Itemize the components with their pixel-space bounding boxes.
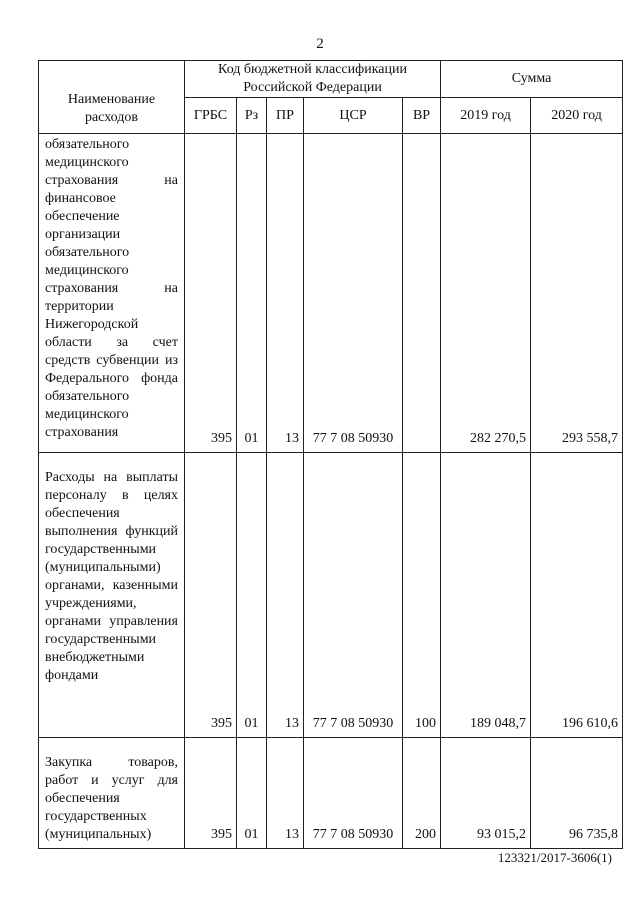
row-2019: 189 048,7 (441, 453, 531, 738)
row-vr: 200 (403, 738, 441, 849)
row-vr: 100 (403, 453, 441, 738)
header-pr: ПР (267, 98, 304, 134)
row-rz: 01 (237, 453, 267, 738)
row-name: Закупка товаров, работ и услуг для обеспечения государственных (муниципальных) (39, 738, 185, 849)
header-2020: 2020 год (531, 98, 623, 134)
row-2020: 196 610,6 (531, 453, 623, 738)
header-name-col: Наименование расходов (39, 61, 185, 134)
header-sum-group: Сумма (441, 61, 623, 98)
row-csr: 77 7 08 50930 (304, 134, 403, 453)
row-pr: 13 (267, 453, 304, 738)
header-rz: Рз (237, 98, 267, 134)
row-grbs: 395 (185, 134, 237, 453)
header-vr: ВР (403, 98, 441, 134)
row-vr (403, 134, 441, 453)
row-rz: 01 (237, 738, 267, 849)
table-row (39, 134, 623, 453)
row-grbs: 395 (185, 738, 237, 849)
page-number: 2 (316, 36, 324, 52)
header-code-group: Код бюджетной классификации Российской Федерации (185, 61, 441, 98)
row-pr: 13 (267, 738, 304, 849)
header-2019: 2019 год (441, 98, 531, 134)
row-csr: 77 7 08 50930 (304, 453, 403, 738)
document-code: 123321/2017-3606(1) (497, 850, 612, 865)
budget-table (38, 60, 623, 849)
table-row (39, 738, 623, 849)
row-pr: 13 (267, 134, 304, 453)
header-grbs: ГРБС (185, 98, 237, 134)
row-name: обязательного медицинского страхования на финансовое обеспечение организации обязательного медицинского страхования на территории Нижегородской области за счет средств субвенции из Федерального фонда обязательного медицинского страхования (39, 134, 185, 453)
row-2019: 282 270,5 (441, 134, 531, 453)
row-2020: 293 558,7 (531, 134, 623, 453)
row-grbs: 395 (185, 453, 237, 738)
header-csr: ЦСР (304, 98, 403, 134)
row-2019: 93 015,2 (441, 738, 531, 849)
row-csr: 77 7 08 50930 (304, 738, 403, 849)
row-name: Расходы на выплаты персоналу в целях обеспечения выполнения функций государственными (муниципальными) органами, казенными учреждениями, органами управления государственными внебюджетными фондами (39, 453, 185, 738)
row-2020: 96 735,8 (531, 738, 623, 849)
table-row (39, 453, 623, 738)
row-rz: 01 (237, 134, 267, 453)
